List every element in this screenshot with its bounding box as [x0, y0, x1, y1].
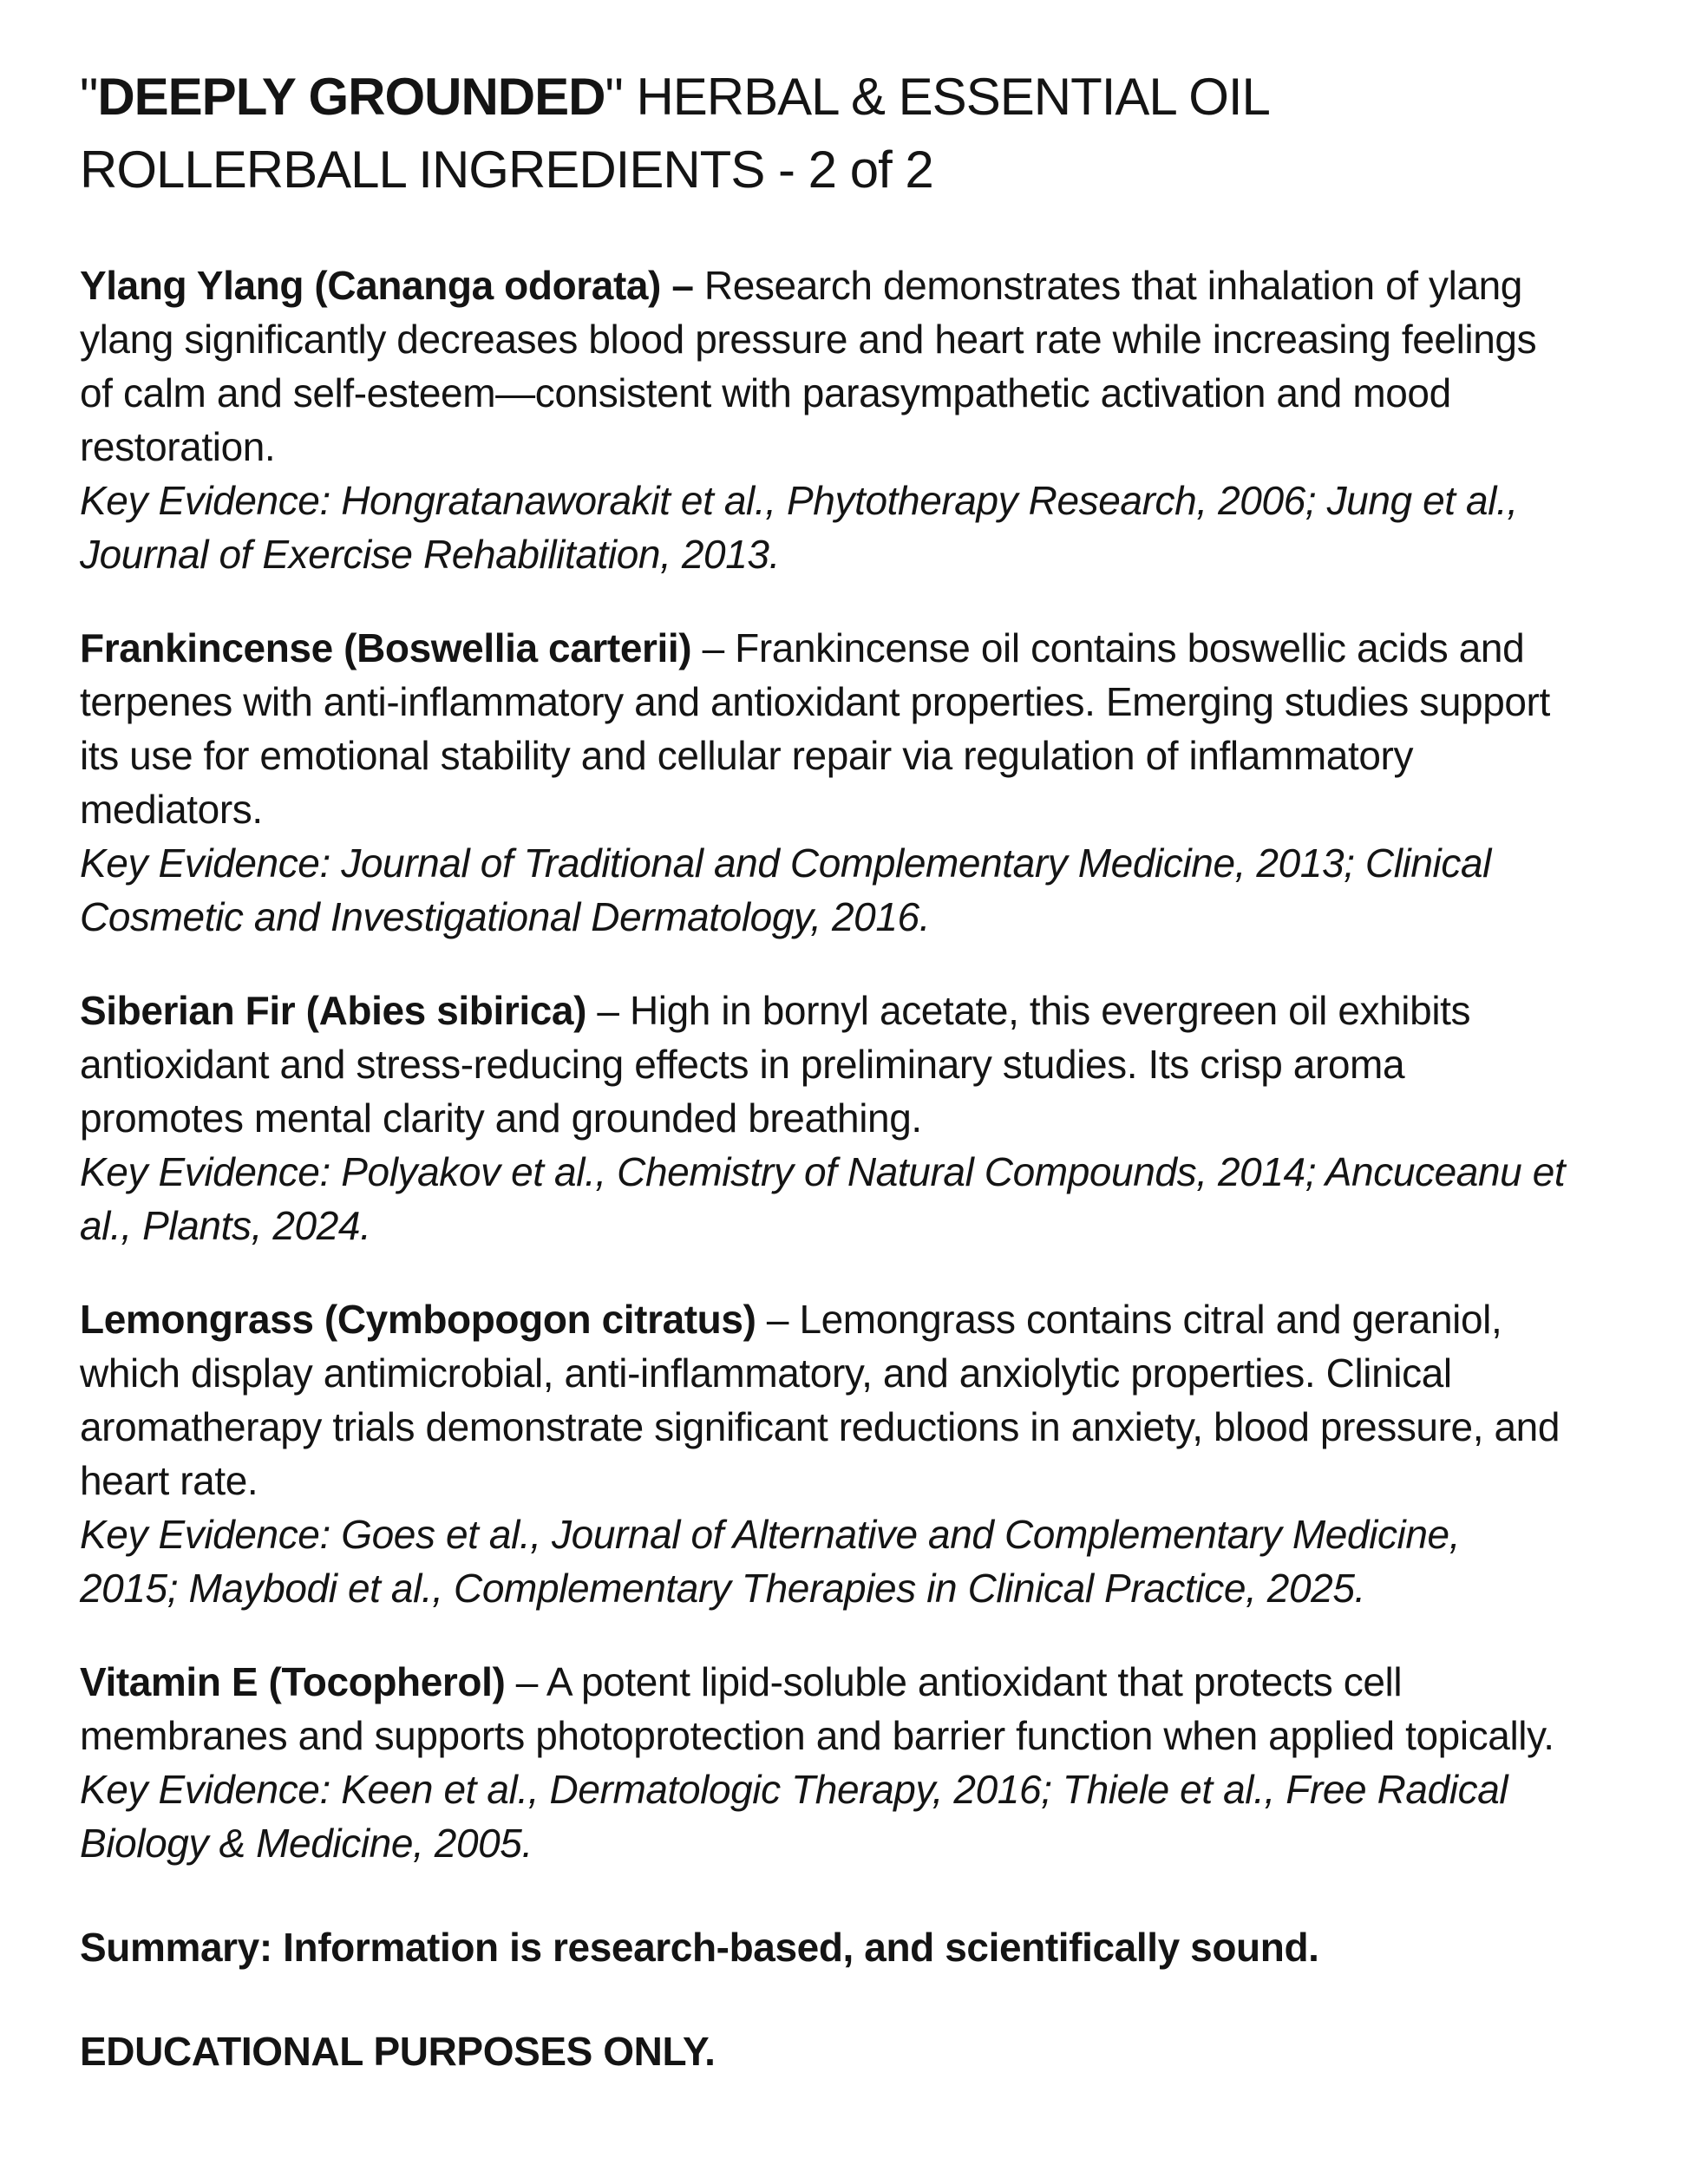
ingredient-name: Lemongrass (Cymbopogon citratus) — [80, 1297, 756, 1342]
title-quote-open: " — [80, 68, 98, 126]
ingredient-section-vitamin-e — [80, 1655, 1567, 1870]
ingredient-name: Ylang Ylang (Cananga odorata) – — [80, 263, 694, 308]
page-title — [80, 61, 1567, 206]
ingredient-paragraph — [80, 1292, 1567, 1507]
key-evidence: Key Evidence: Keen et al., Dermatologic Therapy, 2016; Thiele et al., Free Radical Biology & Medicine, 2005. — [80, 1767, 1508, 1866]
ingredient-description: – Frankincense oil contains boswellic acids and terpenes with anti-inflammatory and antioxidant properties. Emerging studies support its use for emotional stability and cellular repair via regulation of inflammatory mediators. — [80, 625, 1550, 832]
summary-statement: Summary: Information is research-based, and scientifically sound. — [80, 1925, 1319, 1970]
ingredient-description: – A potent lipid-soluble antioxidant that protects cell membranes and supports photoprotection and barrier function when applied topically. — [80, 1659, 1554, 1758]
ingredient-section-siberian-fir — [80, 984, 1567, 1252]
ingredient-paragraph — [80, 984, 1567, 1145]
title-emphasis: DEEPLY GROUNDED — [97, 68, 605, 126]
key-evidence: Key Evidence: Hongratanaworakit et al., Phytotherapy Research, 2006; Jung et al., Journal of Exercise Rehabilitation, 2013. — [80, 478, 1518, 577]
ingredient-section-frankincense — [80, 621, 1567, 944]
ingredient-paragraph — [80, 1655, 1567, 1762]
ingredient-paragraph — [80, 258, 1567, 474]
ingredient-description: – High in bornyl acetate, this evergreen oil exhibits antioxidant and stress-reducing effects in preliminary studies. Its crisp aroma promotes mental clarity and grounded breathing. — [80, 988, 1471, 1141]
educational-disclaimer: EDUCATIONAL PURPOSES ONLY. — [80, 2029, 716, 2074]
key-evidence: Key Evidence: Goes et al., Journal of Alternative and Complementary Medicine, 2015; Maybodi et al., Complementary Therapies in Clinical Practice, 2025. — [80, 1512, 1461, 1611]
ingredient-name: Vitamin E (Tocopherol) — [80, 1659, 506, 1704]
ingredient-description: – Lemongrass contains citral and geraniol, which display antimicrobial, anti-inflammatory, and anxiolytic properties. Clinical aromatherapy trials demonstrate significant reductions in anxiety, blood pressure, and heart rate. — [80, 1297, 1560, 1503]
key-evidence: Key Evidence: Journal of Traditional and Complementary Medicine, 2013; Clinical Cosmetic and Investigational Dermatology, 2016. — [80, 840, 1491, 939]
title-rest: " HERBAL & ESSENTIAL OIL ROLLERBALL INGREDIENTS - 2 of 2 — [80, 68, 1268, 199]
ingredient-name: Siberian Fir (Abies sibirica) — [80, 988, 587, 1033]
ingredient-section-ylang-ylang — [80, 258, 1567, 581]
ingredient-paragraph — [80, 621, 1567, 836]
ingredient-name: Frankincense (Boswellia carterii) — [80, 625, 692, 670]
ingredient-description: Research demonstrates that inhalation of ylang ylang significantly decreases blood pressure and heart rate while increasing feelings of calm and self-esteem—consistent with parasympathetic activation and mood restoration. — [80, 263, 1537, 469]
ingredient-section-lemongrass — [80, 1292, 1567, 1615]
key-evidence: Key Evidence: Polyakov et al., Chemistry of Natural Compounds, 2014; Ancuceanu et al., Plants, 2024. — [80, 1149, 1566, 1248]
